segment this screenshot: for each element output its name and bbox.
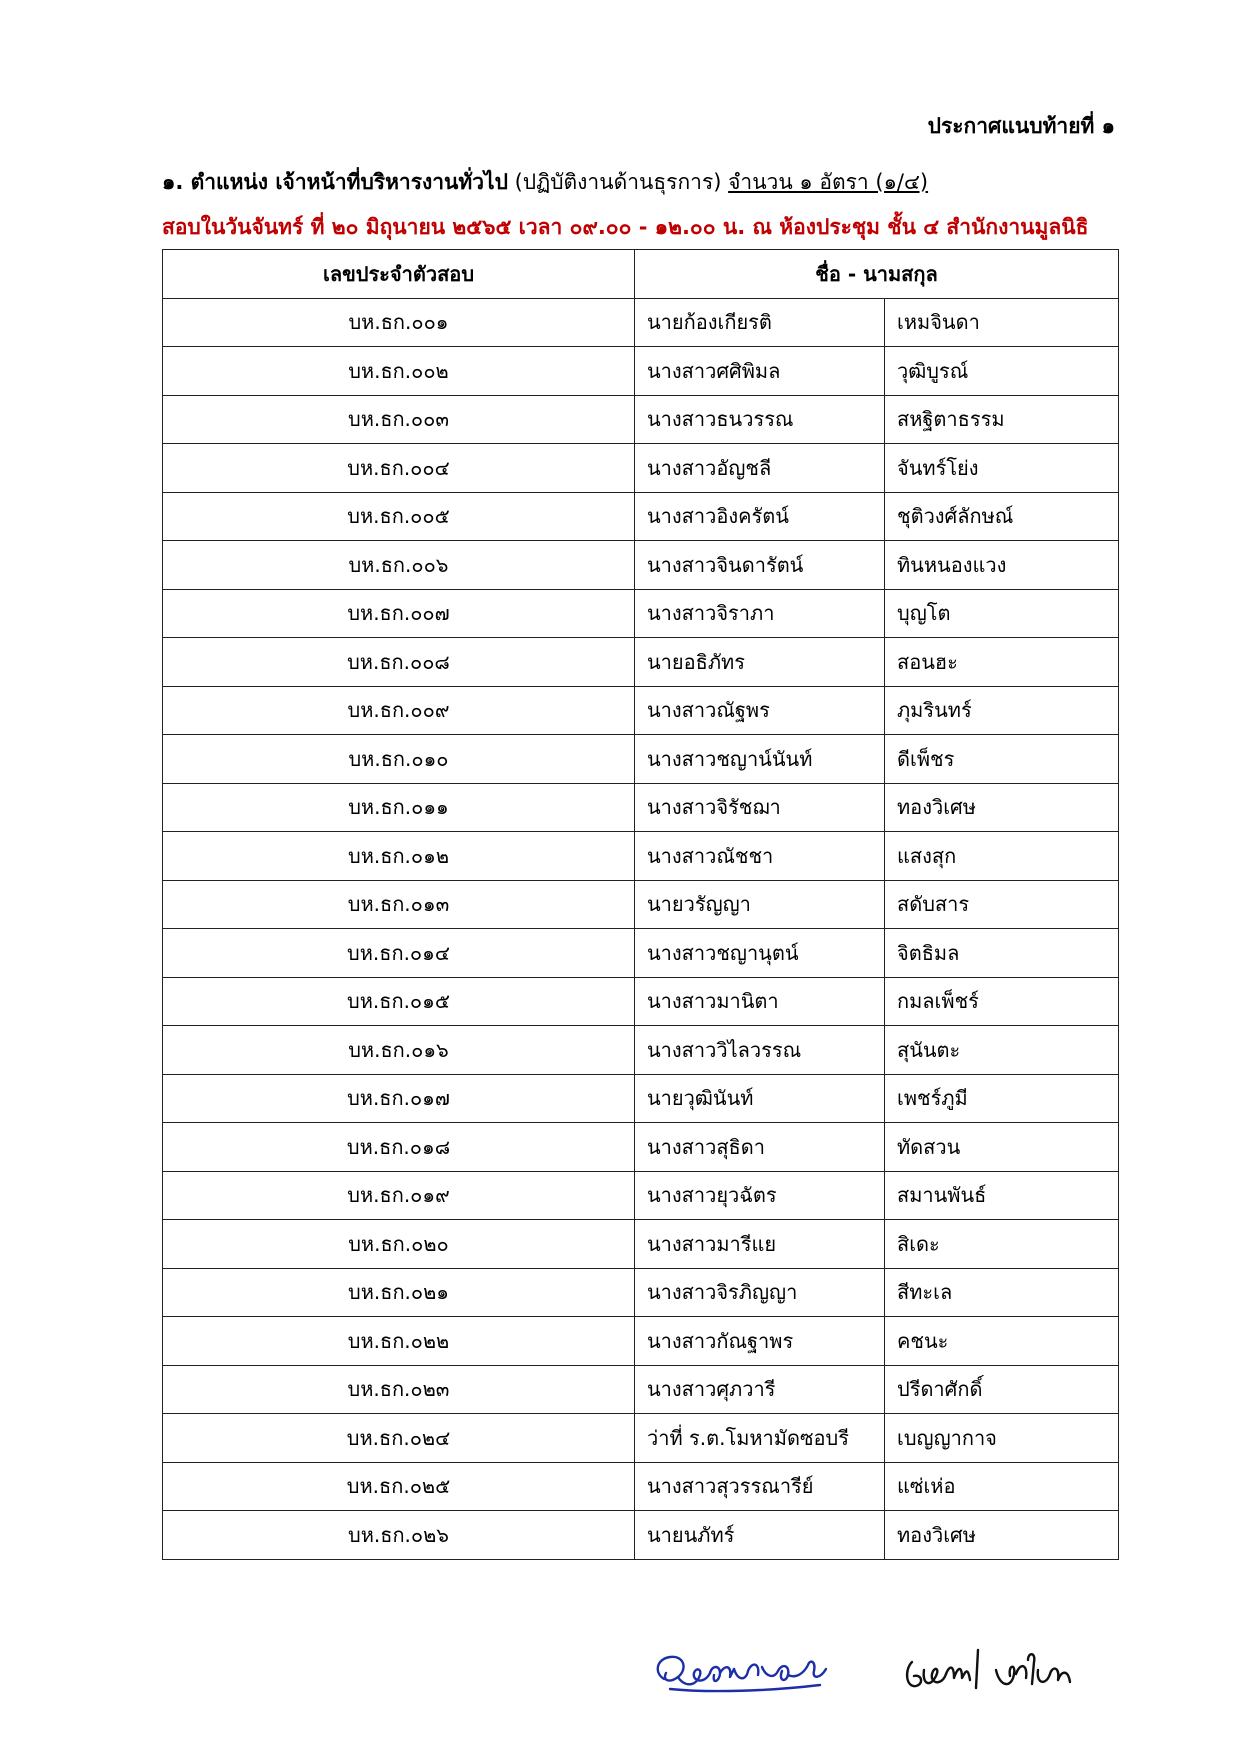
exam-id-cell: บห.ธก.๐๐๕ <box>163 492 635 541</box>
last-name-cell: จิตธิมล <box>885 929 1119 978</box>
last-name-cell: ปรีดาศักดิ์ <box>885 1365 1119 1414</box>
table-row <box>163 638 1119 687</box>
table-row <box>163 444 1119 493</box>
table-header-row <box>163 250 1119 299</box>
last-name-cell: ทัดสวน <box>885 1123 1119 1172</box>
table-row <box>163 929 1119 978</box>
table-row <box>163 1026 1119 1075</box>
exam-id-cell: บห.ธก.๐๐๓ <box>163 395 635 444</box>
exam-id-cell: บห.ธก.๐๐๒ <box>163 347 635 396</box>
first-name-cell: นางสาวมารีแย <box>635 1220 885 1269</box>
table-row <box>163 880 1119 929</box>
header-full-name: ชื่อ - นามสกุล <box>635 250 1119 299</box>
last-name-cell: จันทร์โย่ง <box>885 444 1119 493</box>
first-name-cell: นางสาวณัฐพร <box>635 686 885 735</box>
exam-id-cell: บห.ธก.๐๑๒ <box>163 832 635 881</box>
last-name-cell: แสงสุก <box>885 832 1119 881</box>
exam-id-cell: บห.ธก.๐๑๐ <box>163 735 635 784</box>
exam-id-cell: บห.ธก.๐๒๓ <box>163 1365 635 1414</box>
exam-id-cell: บห.ธก.๐๒๑ <box>163 1268 635 1317</box>
first-name-cell: นางสาวยุวฉัตร <box>635 1171 885 1220</box>
exam-id-cell: บห.ธก.๐๑๘ <box>163 1123 635 1172</box>
table-row <box>163 1462 1119 1511</box>
table-row <box>163 1317 1119 1366</box>
last-name-cell: สดับสาร <box>885 880 1119 929</box>
first-name-cell: นางสาวอิงครัตน์ <box>635 492 885 541</box>
position-quota: จำนวน ๑ อัตรา (๑/๔) <box>728 170 929 194</box>
exam-id-cell: บห.ธก.๐๑๖ <box>163 1026 635 1075</box>
last-name-cell: แซ่เห่อ <box>885 1462 1119 1511</box>
last-name-cell: สีทะเล <box>885 1268 1119 1317</box>
exam-schedule: สอบในวันจันทร์ ที่ ๒๐ มิถุนายน ๒๕๖๕ เวลา ๐๙.๐๐ - ๑๒.๐๐ น. ณ ห้องประชุม ชั้น ๔ สำนักงานมูลนิธิ <box>162 215 1089 239</box>
first-name-cell: นางสาวจิราภา <box>635 589 885 638</box>
first-name-cell: นางสาวมานิตา <box>635 977 885 1026</box>
last-name-cell: ทองวิเศษ <box>885 783 1119 832</box>
first-name-cell: นายวรัญญา <box>635 880 885 929</box>
last-name-cell: เหมจินดา <box>885 298 1119 347</box>
table-row <box>163 1171 1119 1220</box>
exam-id-cell: บห.ธก.๐๐๖ <box>163 541 635 590</box>
table-row <box>163 1268 1119 1317</box>
last-name-cell: สหฐิตาธรรม <box>885 395 1119 444</box>
header-exam-id: เลขประจำตัวสอบ <box>163 250 635 299</box>
exam-id-cell: บห.ธก.๐๐๗ <box>163 589 635 638</box>
exam-id-cell: บห.ธก.๐๒๔ <box>163 1414 635 1463</box>
first-name-cell: นางสาวณัชชา <box>635 832 885 881</box>
table-row <box>163 492 1119 541</box>
last-name-cell: กมลเพ็ชร์ <box>885 977 1119 1026</box>
table-row <box>163 1123 1119 1172</box>
first-name-cell: นางสาวจิรัชฌา <box>635 783 885 832</box>
first-name-cell: ว่าที่ ร.ต.โมหามัดซอบรี <box>635 1414 885 1463</box>
candidate-table <box>162 249 1119 1560</box>
first-name-cell: นางสาวอัญชลี <box>635 444 885 493</box>
table-row <box>163 589 1119 638</box>
table-row <box>163 395 1119 444</box>
first-name-cell: นางสาวชญาน์นันท์ <box>635 735 885 784</box>
last-name-cell: ชุติวงศ์ลักษณ์ <box>885 492 1119 541</box>
last-name-cell: ทองวิเศษ <box>885 1511 1119 1560</box>
exam-id-cell: บห.ธก.๐๑๑ <box>163 783 635 832</box>
signature-right <box>900 1640 1080 1704</box>
last-name-cell: สิเดะ <box>885 1220 1119 1269</box>
first-name-cell: นางสาวสุธิดา <box>635 1123 885 1172</box>
exam-id-cell: บห.ธก.๐๒๖ <box>163 1511 635 1560</box>
first-name-cell: นายนภัทร์ <box>635 1511 885 1560</box>
last-name-cell: เบญญากาจ <box>885 1414 1119 1463</box>
last-name-cell: สอนฮะ <box>885 638 1119 687</box>
last-name-cell: ภุมรินทร์ <box>885 686 1119 735</box>
exam-id-cell: บห.ธก.๐๑๗ <box>163 1074 635 1123</box>
first-name-cell: นางสาวกัณฐาพร <box>635 1317 885 1366</box>
last-name-cell: ทินหนองแวง <box>885 541 1119 590</box>
first-name-cell: นายวุฒินันท์ <box>635 1074 885 1123</box>
last-name-cell: ดีเพ็ชร <box>885 735 1119 784</box>
position-title: ๑. ตำแหน่ง เจ้าหน้าที่บริหารงานทั่วไป <box>162 170 508 194</box>
first-name-cell: นายอธิภัทร <box>635 638 885 687</box>
table-row <box>163 832 1119 881</box>
exam-id-cell: บห.ธก.๐๐๔ <box>163 444 635 493</box>
exam-id-cell: บห.ธก.๐๐๑ <box>163 298 635 347</box>
table-row <box>163 686 1119 735</box>
first-name-cell: นางสาวจินดารัตน์ <box>635 541 885 590</box>
last-name-cell: เพชร์ภูมี <box>885 1074 1119 1123</box>
last-name-cell: คชนะ <box>885 1317 1119 1366</box>
table-row <box>163 1074 1119 1123</box>
exam-id-cell: บห.ธก.๐๐๘ <box>163 638 635 687</box>
exam-id-cell: บห.ธก.๐๑๕ <box>163 977 635 1026</box>
table-row <box>163 977 1119 1026</box>
table-row <box>163 541 1119 590</box>
signature-left <box>650 1645 850 1701</box>
first-name-cell: นางสาวจิรภิญญา <box>635 1268 885 1317</box>
first-name-cell: นางสาวชญานุตน์ <box>635 929 885 978</box>
exam-id-cell: บห.ธก.๐๒๕ <box>163 1462 635 1511</box>
table-body <box>163 298 1119 1559</box>
exam-id-cell: บห.ธก.๐๑๙ <box>163 1171 635 1220</box>
last-name-cell: สมานพันธ์ <box>885 1171 1119 1220</box>
position-heading <box>162 166 928 199</box>
table-row <box>163 735 1119 784</box>
table-row <box>163 1365 1119 1414</box>
last-name-cell: สุนันตะ <box>885 1026 1119 1075</box>
first-name-cell: นางสาวศุภวารี <box>635 1365 885 1414</box>
first-name-cell: นางสาวศศิพิมล <box>635 347 885 396</box>
first-name-cell: นางสาวธนวรรณ <box>635 395 885 444</box>
exam-id-cell: บห.ธก.๐๒๒ <box>163 1317 635 1366</box>
position-duty: (ปฏิบัติงานด้านธุรการ) <box>507 170 729 194</box>
exam-id-cell: บห.ธก.๐๑๔ <box>163 929 635 978</box>
table-row <box>163 347 1119 396</box>
exam-id-cell: บห.ธก.๐๒๐ <box>163 1220 635 1269</box>
table-row <box>163 298 1119 347</box>
first-name-cell: นางสาววิไลวรรณ <box>635 1026 885 1075</box>
first-name-cell: นางสาวสุวรรณารีย์ <box>635 1462 885 1511</box>
last-name-cell: บุญโต <box>885 589 1119 638</box>
last-name-cell: วุฒิบูรณ์ <box>885 347 1119 396</box>
exam-id-cell: บห.ธก.๐๑๓ <box>163 880 635 929</box>
table-row <box>163 1414 1119 1463</box>
exam-id-cell: บห.ธก.๐๐๙ <box>163 686 635 735</box>
table-row <box>163 1220 1119 1269</box>
annex-label: ประกาศแนบท้ายที่ ๑ <box>927 114 1115 138</box>
first-name-cell: นายก้องเกียรติ <box>635 298 885 347</box>
table-row <box>163 783 1119 832</box>
table-row <box>163 1511 1119 1560</box>
